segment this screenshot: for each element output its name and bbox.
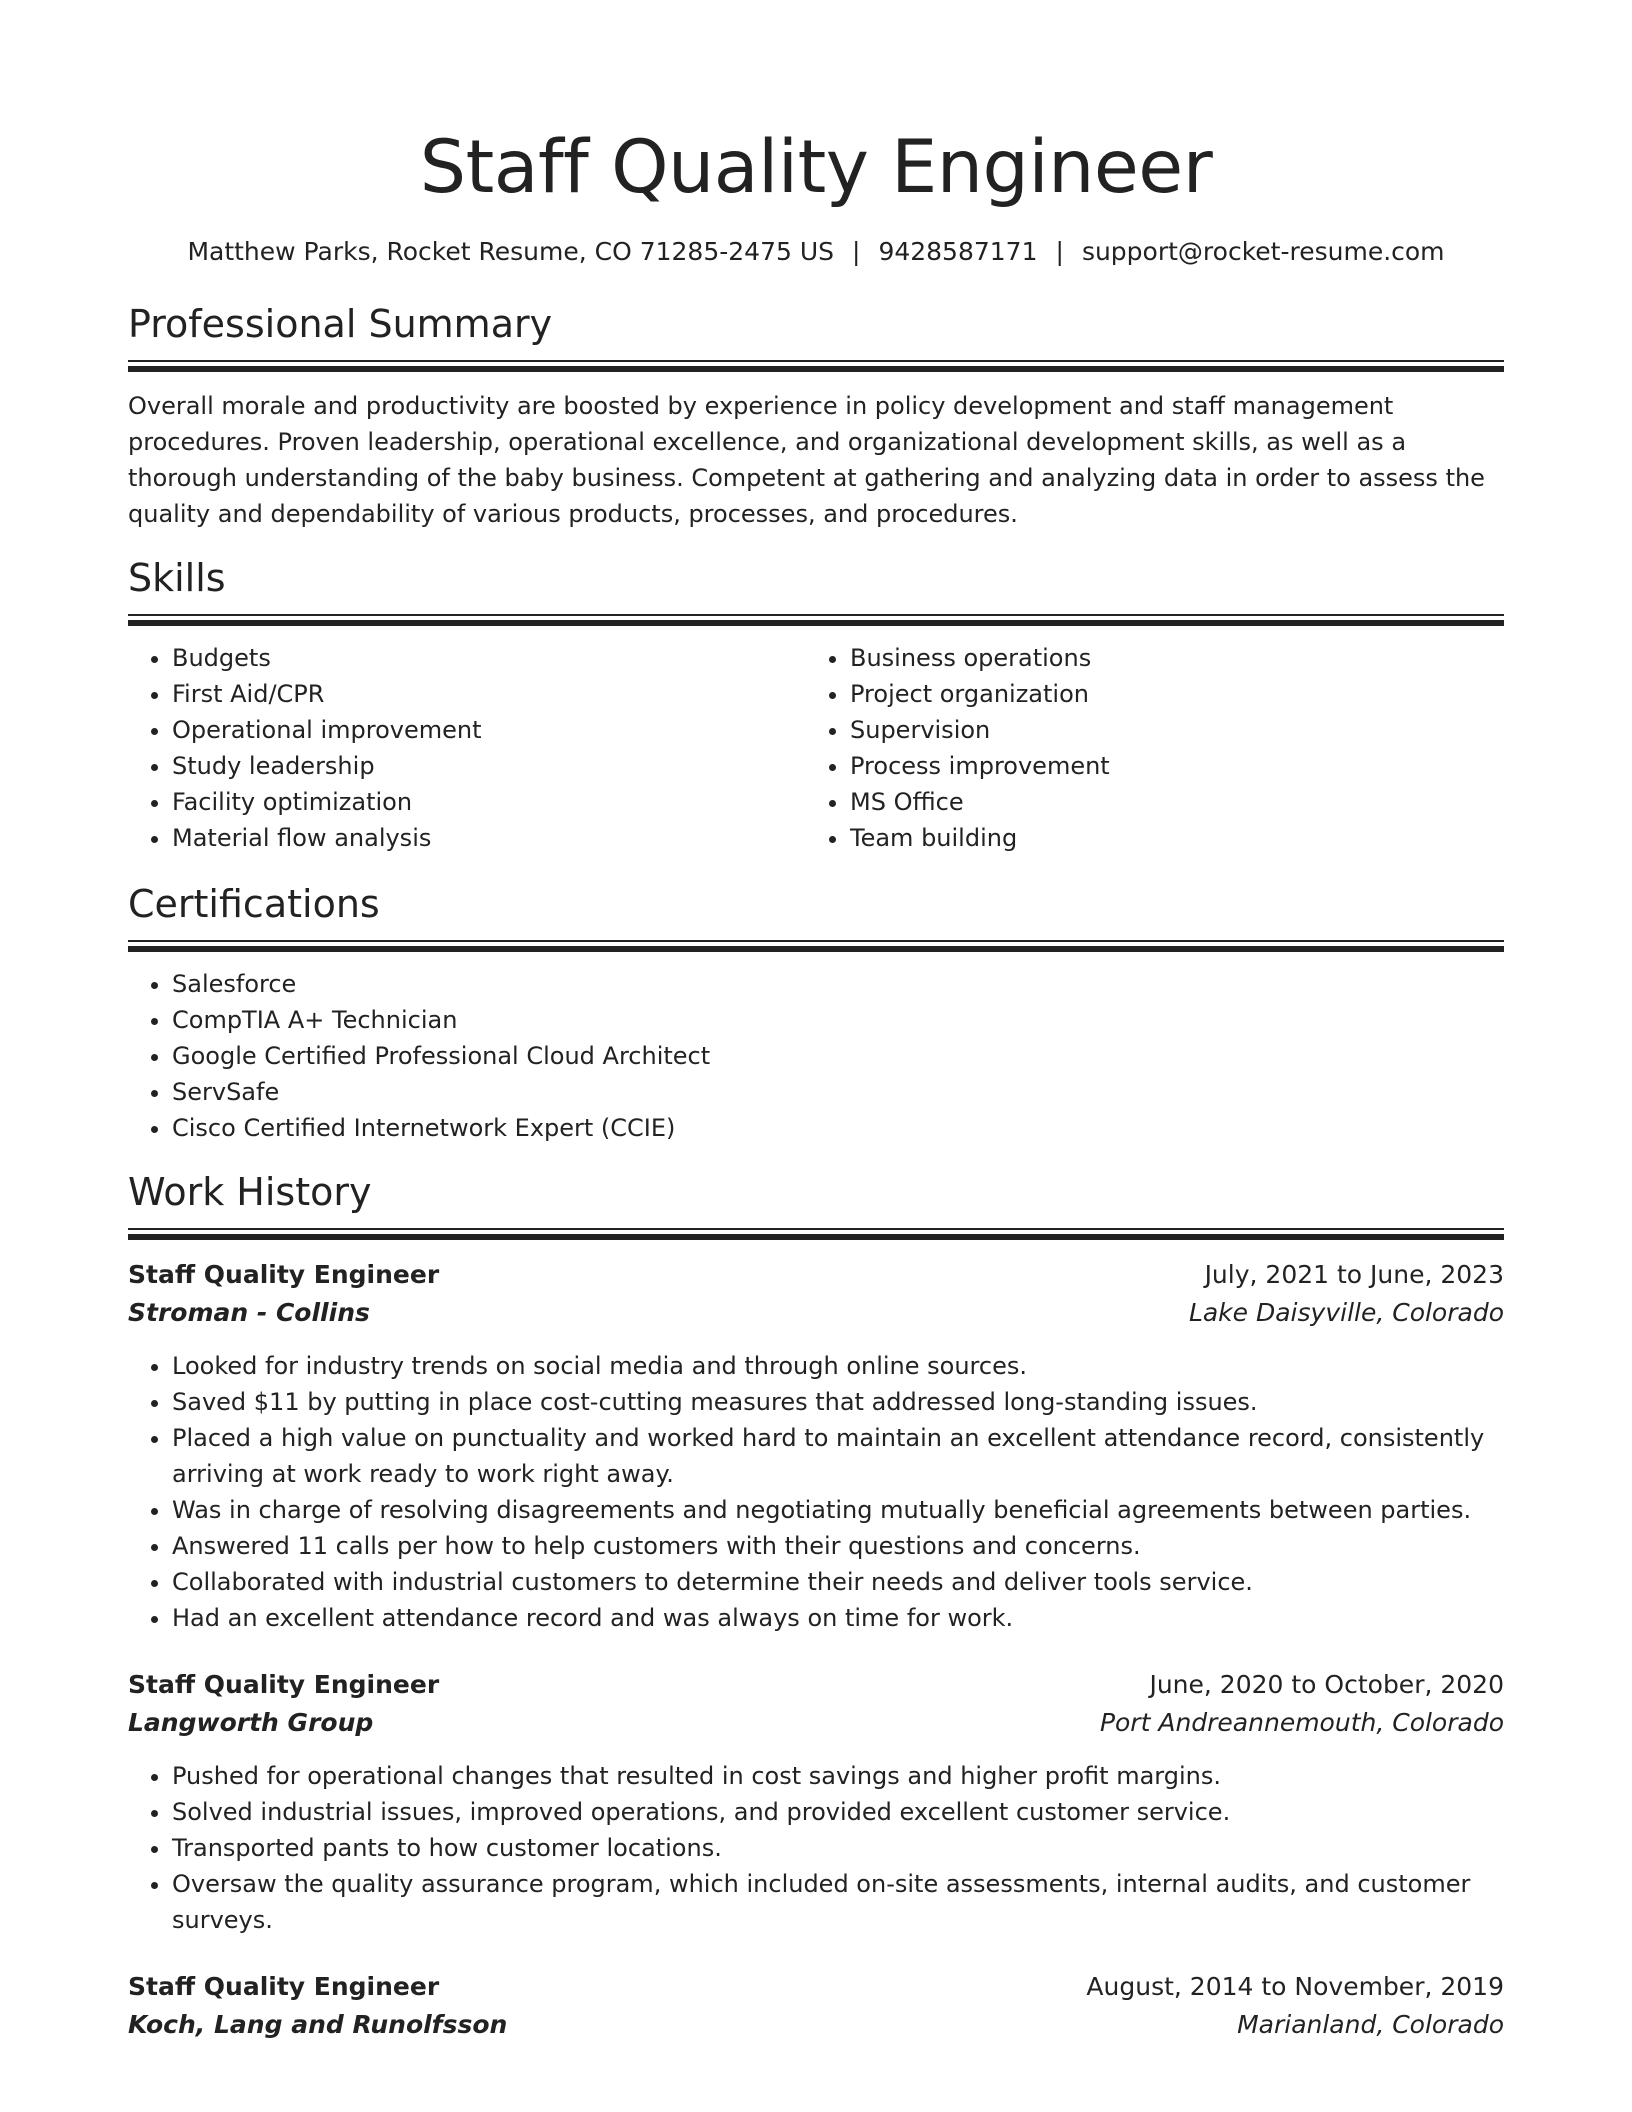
- skill-item: • Budgets: [172, 640, 806, 676]
- job-bullet: • Solved industrial issues, improved operations, and provided excellent customer service.: [172, 1794, 1504, 1830]
- skills-section: [128, 554, 1504, 856]
- certifications-section: [128, 880, 1504, 1146]
- skill-item: • Process improvement: [850, 748, 1484, 784]
- contact-separator: |: [852, 237, 861, 266]
- certification-item: • Cisco Certified Internetwork Expert (CCIE): [172, 1110, 1504, 1146]
- job-title: Staff Quality Engineer: [128, 1260, 440, 1289]
- work-history-section: [128, 1168, 1504, 2044]
- skill-item: • Business operations: [850, 640, 1484, 676]
- contact-phone: 9428587171: [878, 237, 1038, 266]
- job-entry: [128, 1666, 1504, 1938]
- job-bullets: [128, 1348, 1504, 1636]
- job-dates: July, 2021 to June, 2023: [1204, 1260, 1504, 1289]
- skills-heading: Skills: [128, 556, 226, 600]
- job-location: Port Andreannemouth, Colorado: [1099, 1708, 1504, 1737]
- job-entry: [128, 1968, 1504, 2044]
- skill-item: • Study leadership: [172, 748, 806, 784]
- section-divider: [128, 940, 1504, 952]
- job-bullet: • Transported pants to how customer locations.: [172, 1830, 1504, 1866]
- job-header-row: [128, 1968, 1504, 2006]
- job-title: Staff Quality Engineer: [128, 1670, 440, 1699]
- summary-text: Overall morale and productivity are boosted by experience in policy development and staff management procedures. Proven leadership, operational excellence, and organizational development skills, as well as a thorough understanding of the baby business. Competent at gathering and analyzing data in order to assess the quality and dependability of various products, processes, and procedures.: [128, 392, 1485, 528]
- job-header-row: [128, 1666, 1504, 1704]
- job-dates: June, 2020 to October, 2020: [1149, 1670, 1504, 1699]
- job-bullet: • Saved $11 by putting in place cost-cutting measures that addressed long-standing issues.: [172, 1384, 1504, 1420]
- skills-column-left: [128, 640, 806, 856]
- skill-item: • Facility optimization: [172, 784, 806, 820]
- job-subheader-row: [128, 1704, 1504, 1742]
- contact-email[interactable]: support@rocket-resume.com: [1081, 237, 1445, 266]
- job-bullet: • Collaborated with industrial customers to determine their needs and deliver tools service.: [172, 1564, 1504, 1600]
- skills-column-right: [806, 640, 1484, 856]
- job-company: Langworth Group: [128, 1708, 374, 1737]
- job-header-row: [128, 1256, 1504, 1294]
- section-divider: [128, 614, 1504, 626]
- skills-list-right: [806, 640, 1484, 856]
- work-history-heading: Work History: [128, 1170, 372, 1214]
- section-divider: [128, 1228, 1504, 1240]
- job-bullet: • Looked for industry trends on social media and through online sources.: [172, 1348, 1504, 1384]
- job-dates: August, 2014 to November, 2019: [1086, 1972, 1504, 2001]
- job-title: Staff Quality Engineer: [128, 1972, 440, 2001]
- job-entry: [128, 1256, 1504, 1636]
- job-location: Marianland, Colorado: [1237, 2010, 1504, 2039]
- job-subheader-row: [128, 1294, 1504, 1332]
- skill-item: • Operational improvement: [172, 712, 806, 748]
- certifications-list: [128, 966, 1504, 1146]
- page-title: Staff Quality Engineer: [419, 125, 1213, 210]
- summary-section: [128, 300, 1504, 532]
- job-bullet: • Oversaw the quality assurance program, which included on-site assessments, internal audits, and customer surveys.: [172, 1866, 1504, 1938]
- job-bullet: • Placed a high value on punctuality and worked hard to maintain an excellent attendance record, consistently arriving at work ready to work right away.: [172, 1420, 1504, 1492]
- certification-item: • ServSafe: [172, 1074, 1504, 1110]
- job-bullet: • Answered 11 calls per how to help customers with their questions and concerns.: [172, 1528, 1504, 1564]
- job-bullet: • Was in charge of resolving disagreements and negotiating mutually beneficial agreements between parties.: [172, 1492, 1504, 1528]
- skills-list-left: [128, 640, 806, 856]
- skill-item: • Project organization: [850, 676, 1484, 712]
- contact-separator: |: [1055, 237, 1064, 266]
- job-subheader-row: [128, 2006, 1504, 2044]
- job-company: Stroman - Collins: [128, 1298, 370, 1327]
- job-bullet: • Had an excellent attendance record and was always on time for work.: [172, 1600, 1504, 1636]
- skill-item: • Team building: [850, 820, 1484, 856]
- skill-item: • First Aid/CPR: [172, 676, 806, 712]
- job-bullets: [128, 1758, 1504, 1938]
- certification-item: • Salesforce: [172, 966, 1504, 1002]
- job-location: Lake Daisyville, Colorado: [1188, 1298, 1504, 1327]
- job-bullet: • Pushed for operational changes that resulted in cost savings and higher profit margins.: [172, 1758, 1504, 1794]
- certifications-heading: Certifications: [128, 882, 380, 926]
- section-divider: [128, 360, 1504, 372]
- resume-page: [128, 0, 1504, 2044]
- job-company: Koch, Lang and Runolfsson: [128, 2010, 508, 2039]
- contact-address: Matthew Parks, Rocket Resume, CO 71285-2475 US: [187, 237, 834, 266]
- skill-item: • Material flow analysis: [172, 820, 806, 856]
- certification-item: • Google Certified Professional Cloud Architect: [172, 1038, 1504, 1074]
- skills-grid: [128, 640, 1504, 856]
- summary-heading: Professional Summary: [128, 302, 553, 346]
- skill-item: • MS Office: [850, 784, 1484, 820]
- certification-item: • CompTIA A+ Technician: [172, 1002, 1504, 1038]
- contact-line: [128, 235, 1504, 269]
- skill-item: • Supervision: [850, 712, 1484, 748]
